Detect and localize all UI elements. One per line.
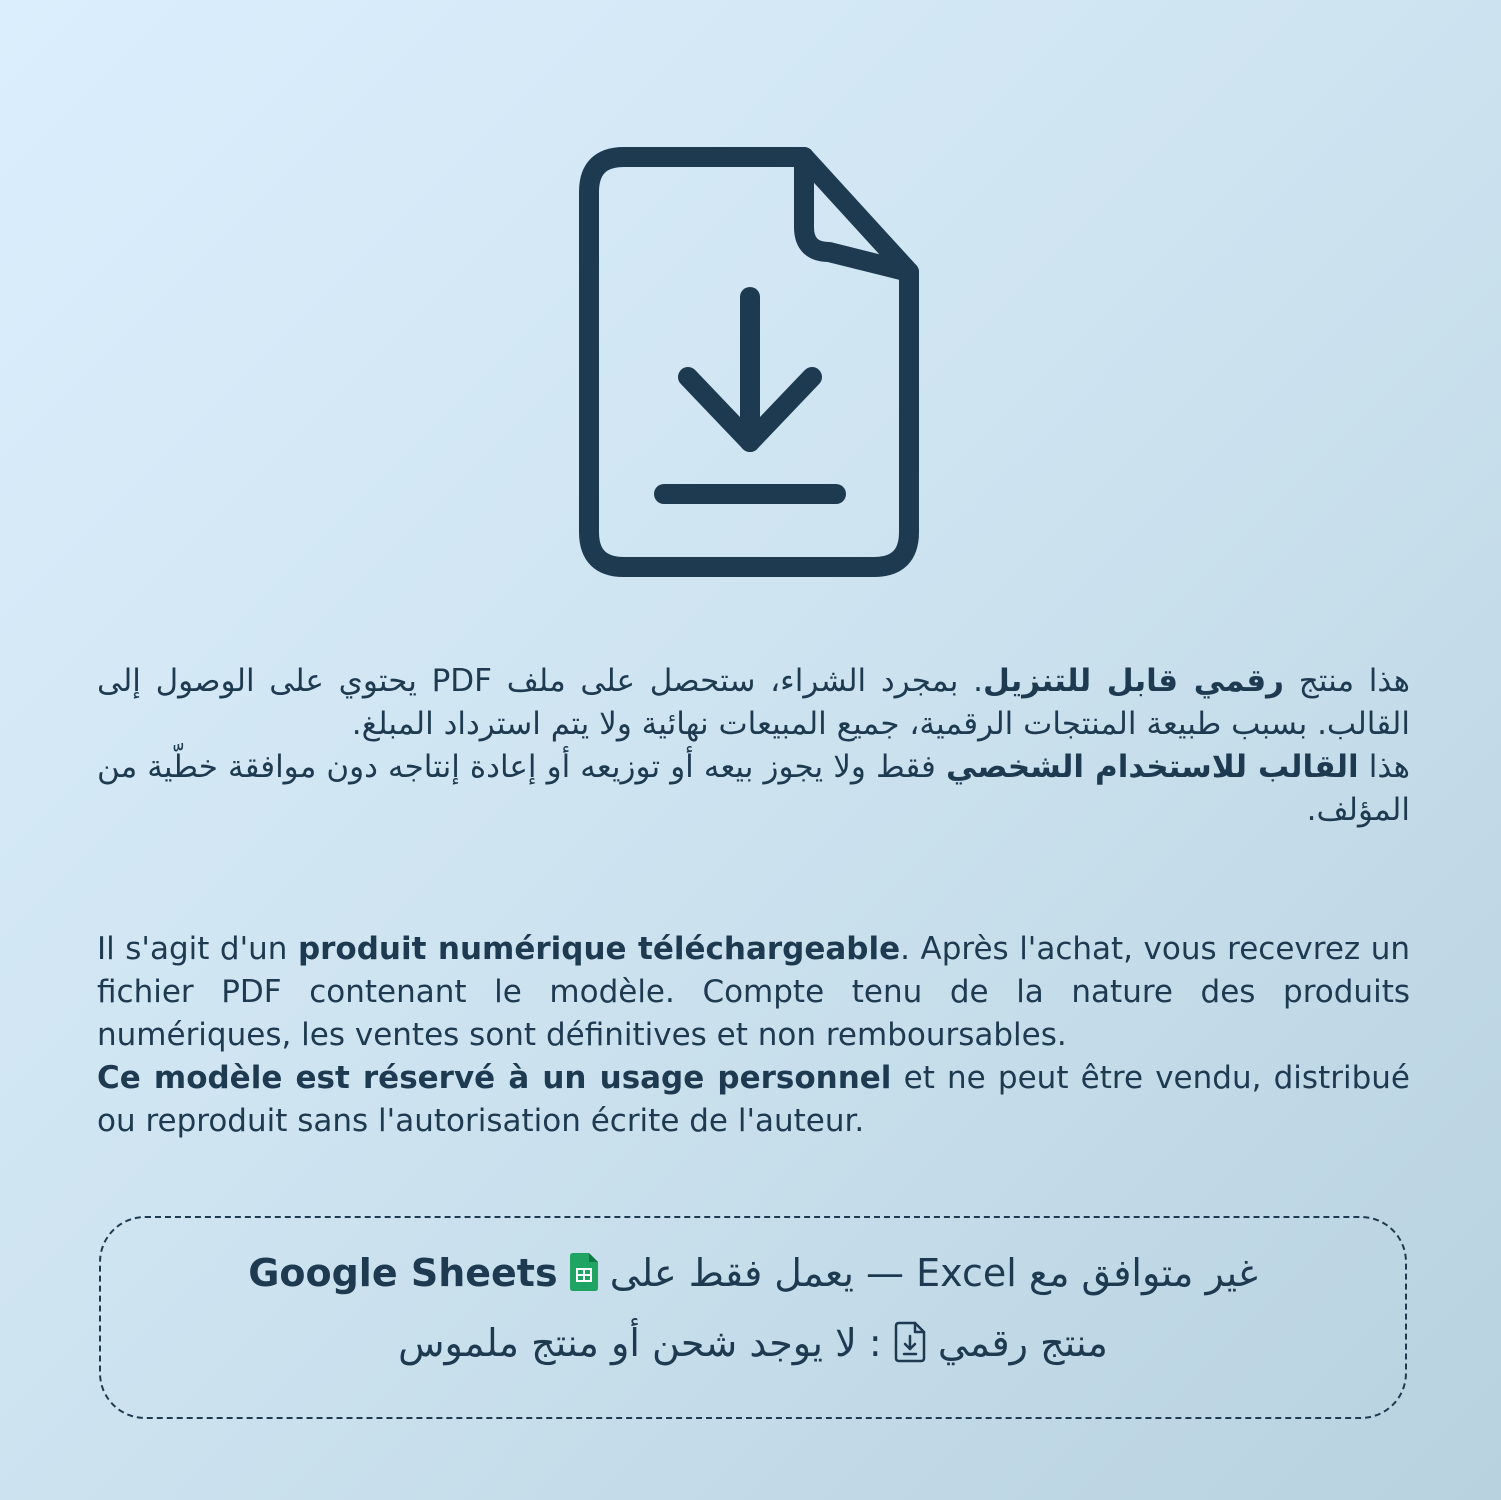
google-sheets-icon xyxy=(570,1253,598,1291)
arabic-p2-bold: القالب للاستخدام الشخصي xyxy=(945,749,1359,785)
arabic-p1-text-after: . بمجرد الشراء، ستحصل على ملف PDF يحتوي على الوصول إلى القالب. بسبب طبيعة المنتجات الرقمية، جميع المبيعات نهائية ولا يتم استرداد المبلغ. xyxy=(97,663,1410,742)
arabic-description xyxy=(97,660,1410,832)
arabic-p1-bold: رقمي قابل للتنزيل xyxy=(982,663,1284,699)
french-p1-text-after: . Après l'achat, vous recevrez un fichier PDF contenant le modèle. Compte tenu de la nature des produits numériques, les ventes sont définitives et non remboursables. xyxy=(97,931,1410,1053)
arabic-p2-text: هذا xyxy=(1358,749,1410,785)
notice-no-shipping-text: : لا يوجد شحن أو منتج ملموس xyxy=(398,1321,882,1365)
arabic-paragraph-1 xyxy=(97,660,1410,746)
notice-line-digital xyxy=(101,1318,1405,1368)
compatibility-notice xyxy=(99,1216,1407,1419)
notice-compat-text: غير متوافق مع Excel — يعمل فقط على xyxy=(609,1251,1258,1295)
french-description xyxy=(97,928,1410,1143)
french-p2-bold: Ce modèle est réservé à un usage personnel xyxy=(97,1060,892,1096)
google-sheets-label: Google Sheets xyxy=(248,1251,558,1295)
arabic-p1-text: هذا منتج xyxy=(1284,663,1411,699)
file-download-small-icon xyxy=(894,1321,926,1363)
french-p1-text: Il s'agit d'un xyxy=(97,931,298,967)
french-p1-bold: produit numérique téléchargeable xyxy=(297,931,901,967)
notice-line-compatibility xyxy=(101,1248,1405,1298)
arabic-paragraph-2 xyxy=(97,746,1410,832)
french-paragraph-1 xyxy=(97,928,1410,1057)
notice-digital-text: منتج رقمي xyxy=(937,1321,1108,1365)
file-download-icon xyxy=(572,140,932,590)
french-p2-text-after: et ne peut être vendu, distribué ou reproduit sans l'autorisation écrite de l'auteur. xyxy=(97,1060,1410,1139)
french-paragraph-2 xyxy=(97,1057,1410,1143)
arabic-p2-text-after: فقط ولا يجوز بيعه أو توزيعه أو إعادة إنتاجه دون موافقة خطّية من المؤلف. xyxy=(97,749,1410,828)
